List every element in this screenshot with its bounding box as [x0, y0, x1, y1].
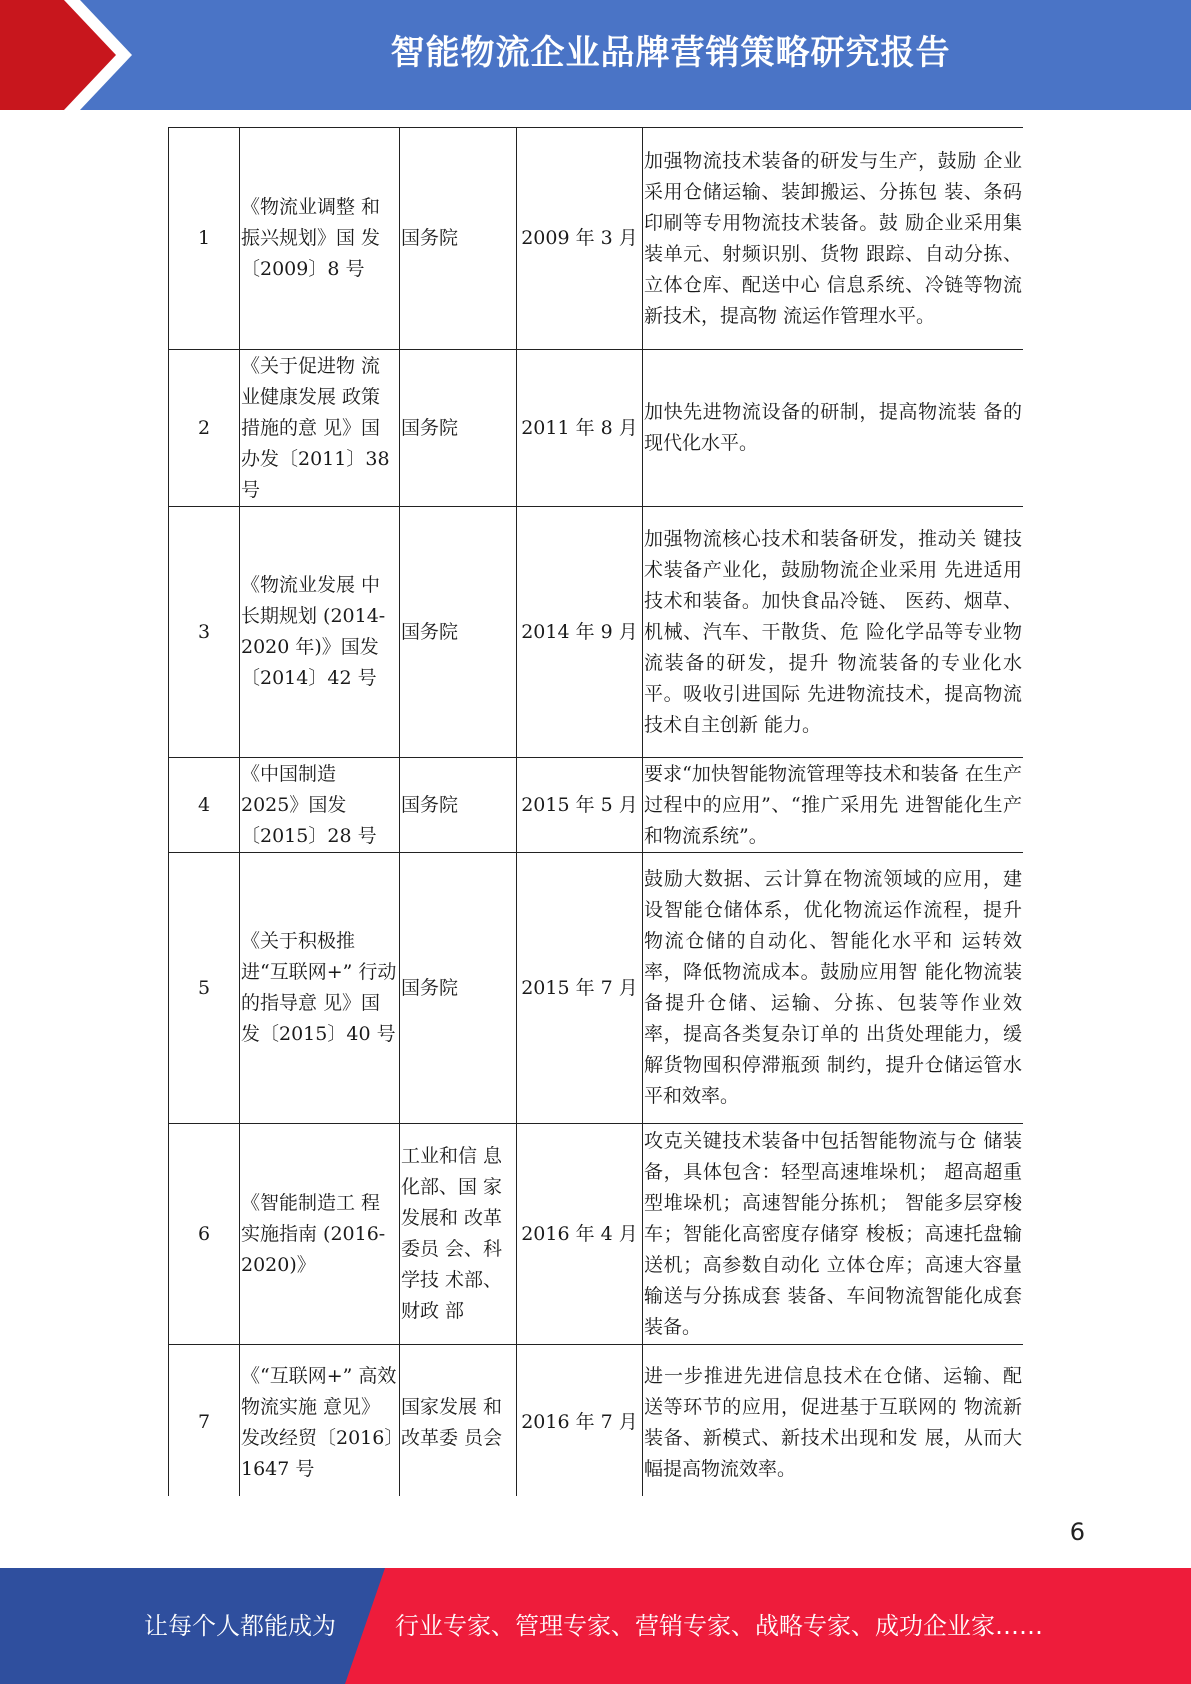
issuer-cell — [400, 128, 517, 350]
table-row — [169, 128, 1024, 350]
policy-content-cell-text: 要求“加快智能物流管理等技术和装备 在生产过程中的应用”、“推广采用先 进智能化生产和物流系统”。 — [644, 762, 1022, 847]
row-number-cell-text: 1 — [197, 227, 211, 249]
policy-title-cell — [240, 128, 400, 350]
issuer-cell-text: 工业和信 息化部、国 家发展和 改革委员 会、科学技 术部、财政 部 — [401, 1145, 503, 1322]
issue-date-cell-text: 2015 年 5 月 — [521, 793, 638, 816]
document-title: 智能物流企业品牌营销策略研究报告 — [390, 33, 951, 73]
policy-title-cell — [240, 350, 400, 507]
issue-date-cell-text: 2016 年 4 月 — [521, 1222, 638, 1245]
footer-banner — [0, 1568, 1191, 1684]
row-number-cell — [169, 853, 240, 1124]
table-row — [169, 1345, 1024, 1497]
table-row — [169, 507, 1024, 758]
policy-content-cell-text: 攻克关键技术装备中包括智能物流与仓 储装备，具体包含：轻型高速堆垛机； 超高超重型堆垛机；高速智能分拣机； 智能多层穿梭车；智能化高密度存储穿 梭板；高速托盘输送机；高参数自动化 立体仓库；高速大容量输送与分拣成套 装备、车间物流智能化成套装备。 — [644, 1129, 1022, 1338]
policy-content-cell-text: 进一步推进先进信息技术在仓储、运输、配送等环节的应用，促进基于互联网的 物流新装备、新模式、新技术出现和发 展，从而大幅提高物流效率。 — [644, 1364, 1022, 1480]
table-row — [169, 1124, 1024, 1345]
issue-date-cell-text: 2014 年 9 月 — [521, 620, 638, 643]
policy-content-cell — [643, 1124, 1024, 1345]
policy-content-cell-text: 加强物流核心技术和装备研发，推动关 键技术装备产业化，鼓励物流企业采用 先进适用技术和装备。加快食品冷链、 医药、烟草、机械、汽车、干散货、危 险化学品等专业物流装备的研发，提升 物流装备的专业化水平。吸收引进国际 先进物流技术，提高物流技术自主创新 能力。 — [644, 527, 1022, 736]
policy-title-cell-text: 《“互联网+” 高效物流实施 意见》发改经贸〔2016〕1647 号 — [241, 1364, 397, 1480]
issuer-cell — [400, 1124, 517, 1345]
policy-content-cell-text: 加快先进物流设备的研制，提高物流装 备的现代化水平。 — [644, 401, 1022, 454]
issue-date-cell — [517, 507, 643, 758]
issuer-cell-text: 国家发展 和改革委 员会 — [401, 1395, 503, 1449]
policy-title-cell-text: 《物流业调整 和振兴规划》国 发〔2009〕8 号 — [241, 196, 381, 280]
policy-content-cell — [643, 350, 1024, 507]
row-number-cell — [169, 507, 240, 758]
policy-title-cell-text: 《物流业发展 中长期规划 (2014-2020 年)》国发〔2014〕42 号 — [241, 574, 386, 689]
row-number-cell — [169, 128, 240, 350]
policy-title-cell-text: 《智能制造工 程实施指南 (2016-2020)》 — [241, 1191, 386, 1276]
policy-content-cell — [643, 1345, 1024, 1497]
issuer-cell — [400, 758, 517, 853]
issue-date-cell-text: 2015 年 7 月 — [521, 976, 638, 999]
policy-table-container — [168, 127, 1023, 1496]
row-number-cell-text: 6 — [197, 1222, 211, 1245]
policy-title-cell — [240, 507, 400, 758]
header-chevron-decoration — [0, 0, 140, 110]
table-row — [169, 350, 1024, 507]
issue-date-cell-text: 2009 年 3 月 — [521, 227, 638, 249]
policy-title-cell — [240, 853, 400, 1124]
issuer-cell — [400, 350, 517, 507]
row-number-cell-text: 7 — [197, 1411, 211, 1433]
issuer-cell — [400, 1345, 517, 1497]
issue-date-cell-text: 2011 年 8 月 — [521, 416, 638, 439]
policy-title-cell-text: 《关于促进物 流业健康发展 政策措施的意 见》国办发〔2011〕38 号 — [241, 354, 390, 501]
policy-title-cell — [240, 758, 400, 853]
issuer-cell-text: 国务院 — [401, 976, 459, 999]
policy-title-cell-text: 《中国制造 2025》国发〔2015〕28 号 — [241, 762, 377, 847]
issuer-cell — [400, 507, 517, 758]
issue-date-cell — [517, 350, 643, 507]
issue-date-cell-text: 2016 年 7 月 — [521, 1411, 638, 1433]
row-number-cell-text: 4 — [197, 793, 211, 816]
issue-date-cell — [517, 1345, 643, 1497]
policy-table — [168, 127, 1023, 1496]
row-number-cell — [169, 1124, 240, 1345]
issuer-cell-text: 国务院 — [401, 620, 459, 643]
footer-slogan-right: 行业专家、管理专家、营销专家、战略专家、成功企业家…… — [395, 1612, 1043, 1640]
policy-content-cell — [643, 758, 1024, 853]
issue-date-cell — [517, 1124, 643, 1345]
page-number: 6 — [1069, 1518, 1085, 1546]
header-banner — [0, 0, 1191, 110]
policy-title-cell — [240, 1124, 400, 1345]
policy-content-cell-text: 加强物流技术装备的研发与生产，鼓励 企业采用仓储运输、装卸搬运、分拣包 装、条码印刷等专用物流技术装备。鼓 励企业采用集装单元、射频识别、货物 跟踪、自动分拣、立体仓库、配送中心 信息系统、冷链等物流新技术，提高物 流运作管理水平。 — [644, 149, 1022, 327]
footer-slogan-left: 让每个人都能成为 — [144, 1612, 336, 1640]
row-number-cell — [169, 1345, 240, 1497]
issue-date-cell — [517, 758, 643, 853]
row-number-cell-text: 2 — [197, 416, 211, 439]
row-number-cell-text: 3 — [197, 620, 211, 643]
issue-date-cell — [517, 853, 643, 1124]
issuer-cell — [400, 853, 517, 1124]
issuer-cell-text: 国务院 — [401, 793, 459, 816]
policy-content-cell-text: 鼓励大数据、云计算在物流领域的应用，建设智能仓储体系，优化物流运作流程，提升物流仓储的自动化、智能化水平和 运转效率，降低物流成本。鼓励应用智 能化物流装备提升仓储、运输、分拣、包装等作业效率，提高各类复杂订单的 出货处理能力，缓解货物囤积停滞瓶颈 制约，提升仓储运管水平和效率。 — [644, 868, 1022, 1107]
row-number-cell — [169, 758, 240, 853]
issuer-cell-text: 国务院 — [401, 416, 459, 439]
row-number-cell — [169, 350, 240, 507]
policy-content-cell — [643, 507, 1024, 758]
row-number-cell-text: 5 — [197, 976, 211, 999]
issuer-cell-text: 国务院 — [401, 227, 459, 249]
policy-title-cell — [240, 1345, 400, 1497]
table-row — [169, 758, 1024, 853]
policy-title-cell-text: 《关于积极推 进“互联网+” 行动的指导意 见》国发〔2015〕40 号 — [241, 930, 397, 1045]
policy-content-cell — [643, 128, 1024, 350]
policy-content-cell — [643, 853, 1024, 1124]
table-row — [169, 853, 1024, 1124]
issue-date-cell — [517, 128, 643, 350]
